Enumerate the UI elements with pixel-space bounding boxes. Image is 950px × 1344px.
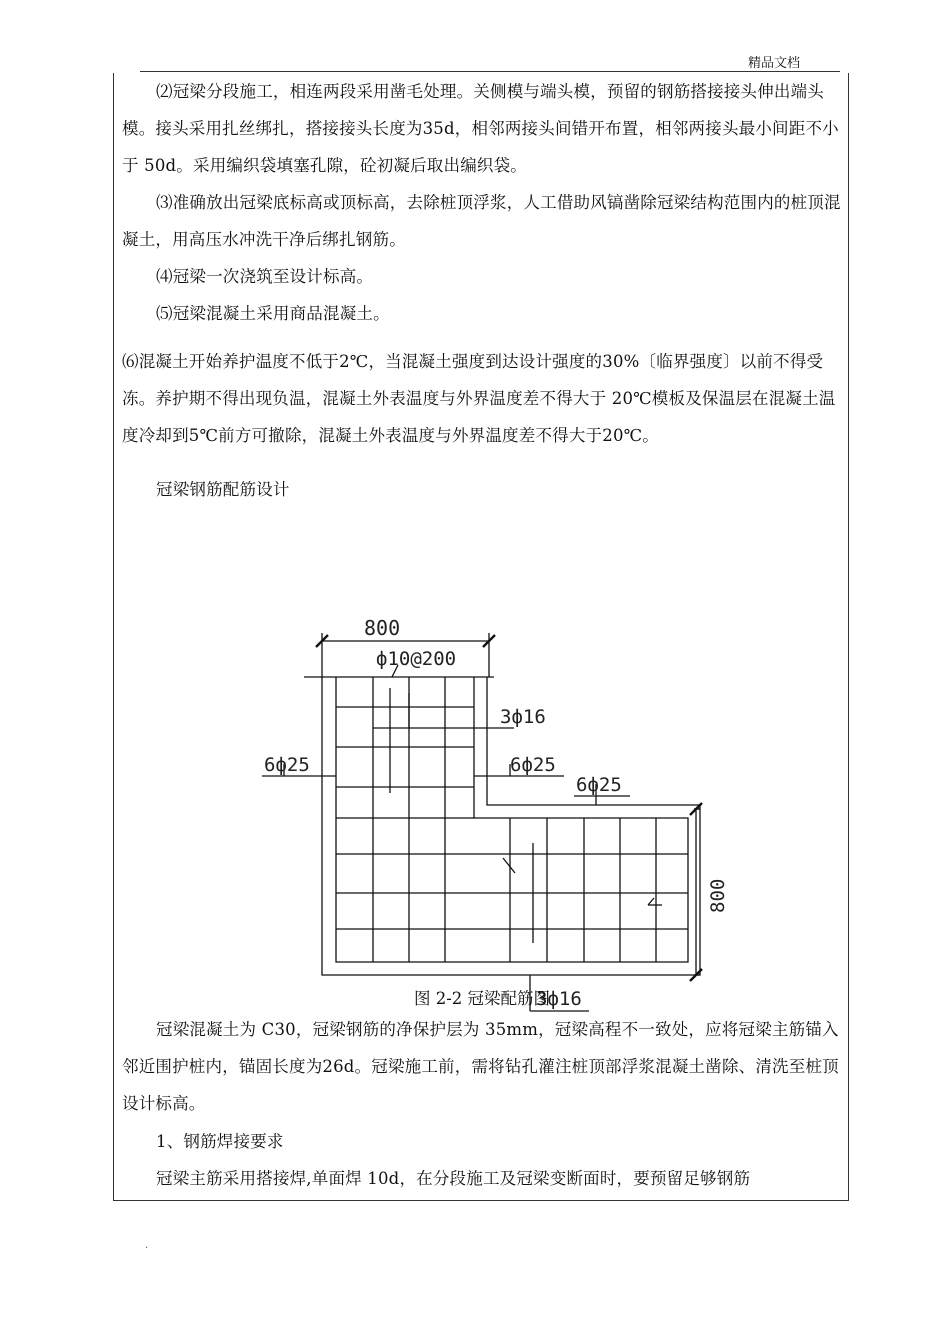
paragraph-2: ⑵冠梁分段施工，相连两段采用凿毛处理。关侧模与端头模，预留的钢筋搭接接头伸出端头模。接头采用扎丝绑扎，搭接接头长度为35d，相邻两接头间错开布置，相邻两接头最小间距不小于 50d。采用编织袋填塞孔隙，砼初凝后取出编织袋。 (122, 82, 839, 175)
paragraph-3: ⑶准确放出冠梁底标高或顶标高，去除桩顶浮浆，人工借助风镐凿除冠梁结构范围内的桩顶混凝土，用高压水冲洗干净后绑扎钢筋。 (122, 193, 841, 249)
paragraph-4: ⑷冠梁一次浇筑至设计标高。 (156, 267, 374, 286)
header-rule (140, 71, 840, 72)
label-3-16-bottom: 3ф16 (536, 988, 582, 1010)
footer-dot: . (145, 1240, 149, 1251)
label-dim-right: 800 (707, 878, 729, 913)
design-title: 冠梁钢筋配筋设计 (156, 480, 290, 499)
document-frame (113, 73, 849, 1201)
paragraph-7: 冠梁混凝土为 C30，冠梁钢筋的净保护层为 35mm，冠梁高程不一致处，应将冠梁主筋锚入邻近围护桩内，锚固长度为26d。冠梁施工前，需将钻孔灌注桩顶部浮浆混凝土凿除、清洗至桩顶设计标高。 (122, 1020, 839, 1113)
label-3-16-top: 3ф16 (500, 706, 546, 728)
paragraph-5: ⑸冠梁混凝土采用商品混凝土。 (156, 304, 390, 323)
label-stirrup: ф10@200 (376, 648, 457, 670)
paragraph-6: ⑹混凝土开始养护温度不低于2℃，当混凝土强度到达设计强度的30%〔临界强度〕以前不得受冻。养护期不得出现负温，混凝土外表温度与外界温度差不得大于 20℃模板及保温层在混凝土温度冷却到5℃前方可撤除，混凝土外表温度与外界温度差不得大于20℃。 (122, 352, 836, 445)
label-dim-top: 800 (364, 616, 401, 640)
label-6-25-right: 6ф25 (576, 774, 622, 796)
paragraph-8: 冠梁主筋采用搭接焊,单面焊 10d，在分段施工及冠梁变断面时，要预留足够钢筋 (156, 1169, 751, 1188)
section-heading-1: 1、钢筋焊接要求 (156, 1132, 284, 1151)
header-watermark-text: 精品文档 (748, 56, 801, 71)
label-6-25-mid: 6ф25 (510, 754, 556, 776)
figure-caption: 图 2-2 冠梁配筋图 (413, 989, 551, 1008)
label-6-25-left: 6ф25 (264, 754, 310, 776)
